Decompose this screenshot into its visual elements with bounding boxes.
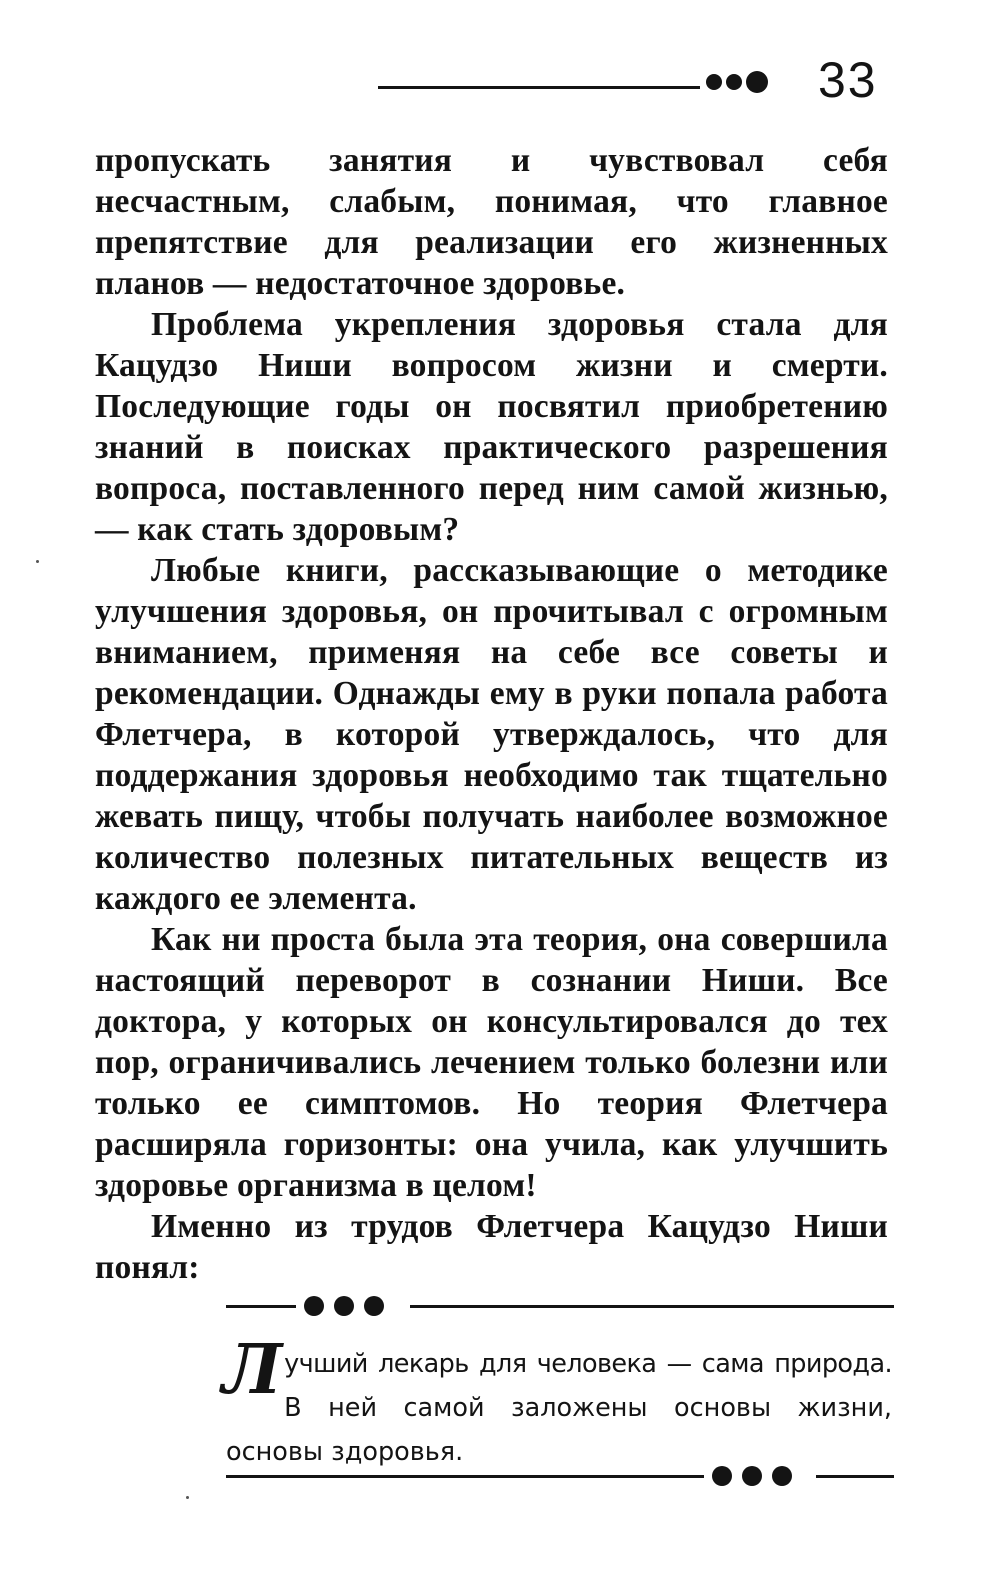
ornament-dot bbox=[746, 71, 768, 93]
paragraph: Проблема укрепления здоровья стала для Кацудзо Ниши вопросом жизни и смерти. Последующие годы он посвятил приобретению знаний в поисках практического разрешения вопроса, поставленного перед ним самой жизнью, — как стать здоровым? bbox=[95, 306, 888, 548]
scan-speck bbox=[186, 1496, 189, 1499]
header-ornament bbox=[706, 71, 768, 93]
drop-cap: Л bbox=[222, 1330, 283, 1410]
rule-segment bbox=[816, 1475, 894, 1478]
ornament-dot bbox=[772, 1466, 792, 1486]
ornament-dot bbox=[334, 1296, 354, 1316]
scan-speck bbox=[36, 560, 39, 563]
paragraph: Любые книги, рассказывающие о методике улучшения здоровья, он прочитывал с огромным вниманием, применяя на себе все советы и рекомендации. Однажды ему в руки попала работа Флетчера, в которой утверждалось, что для поддержания здоровья необходимо так тщательно жевать пищу, чтобы получать наиболее возможное количество полезных питательных веществ из каждого ее элемента. bbox=[95, 552, 888, 917]
quote-first-line: учший лекарь для человека — сама природа. bbox=[284, 1349, 892, 1379]
quote-bottom-rule bbox=[226, 1466, 894, 1486]
ornament-dot bbox=[706, 74, 722, 90]
rule-segment bbox=[226, 1475, 704, 1478]
page-number: 33 bbox=[818, 52, 878, 108]
rule-segment bbox=[410, 1305, 894, 1308]
ornament-dot bbox=[304, 1296, 324, 1316]
quote-block bbox=[222, 1330, 892, 1474]
ornament-dot bbox=[742, 1466, 762, 1486]
body-text bbox=[95, 140, 888, 1288]
quote-rest: В ней самой заложены основы жизни, основы здоровья. bbox=[226, 1393, 892, 1467]
quote-ornament bbox=[304, 1296, 384, 1316]
header-rule bbox=[378, 86, 700, 89]
quote-ornament bbox=[712, 1466, 792, 1486]
ornament-dot bbox=[712, 1466, 732, 1486]
ornament-dot bbox=[726, 74, 742, 90]
paragraph: Как ни проста была эта теория, она совершила настоящий переворот в сознании Ниши. Все доктора, у которых он консультировался до тех пор, ограничивались лечением только болезни или только ее симптомов. Но теория Флетчера расширяла горизонты: она учила, как улучшить здоровье организма в целом! bbox=[95, 921, 888, 1204]
paragraph: Именно из трудов Флетчера Кацудзо Ниши понял: bbox=[95, 1208, 888, 1286]
ornament-dot bbox=[364, 1296, 384, 1316]
rule-segment bbox=[226, 1305, 296, 1308]
quote-top-rule bbox=[226, 1296, 894, 1316]
paragraph: пропускать занятия и чувствовал себя несчастным, слабым, понимая, что главное препятствие для реализации его жизненных планов — недостаточное здоровье. bbox=[95, 142, 888, 302]
